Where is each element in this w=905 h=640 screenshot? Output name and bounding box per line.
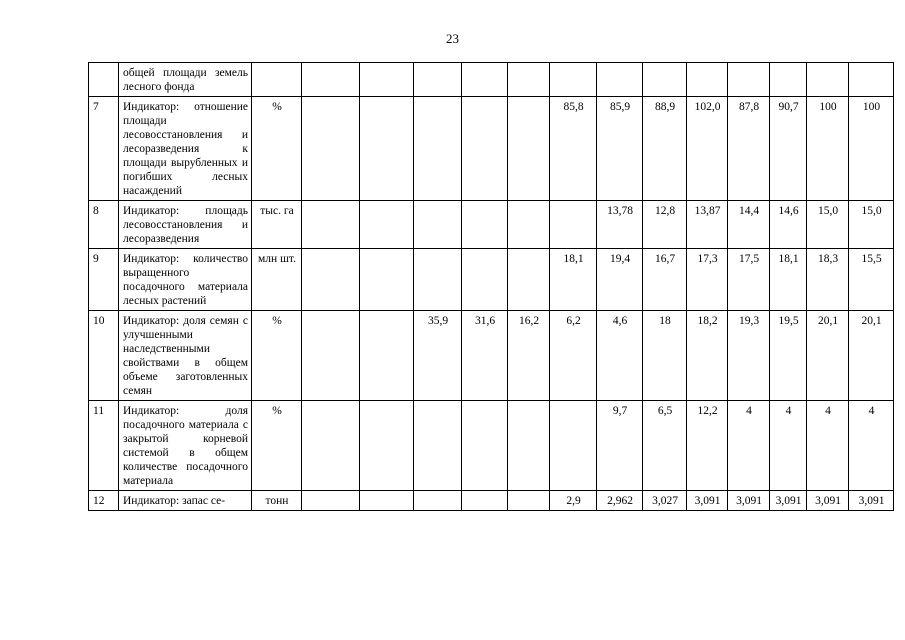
value-cell: 87,8 [728,97,770,201]
value-cell [508,201,550,249]
unit-cell: тонн [252,491,302,511]
indicator-name-cell: Индикатор: доля семян с улучшенными наследственными свойствами в общем объеме заготовленных семян [119,311,252,401]
unit-cell: % [252,401,302,491]
indicator-name-cell: Индикатор: доля посадочного материала с закрытой корневой системой в общем количестве посадочного материала [119,401,252,491]
value-cell: 6,2 [550,311,597,401]
value-cell: 31,6 [462,311,508,401]
value-cell: 15,0 [849,201,894,249]
value-cell: 15,5 [849,249,894,311]
table-row [89,311,894,401]
value-cell [302,63,360,97]
value-cell [360,491,414,511]
value-cell: 4 [728,401,770,491]
value-cell: 85,9 [597,97,643,201]
unit-cell: % [252,97,302,201]
value-cell: 3,091 [770,491,807,511]
row-number-cell: 10 [89,311,119,401]
value-cell [508,63,550,97]
value-cell [414,491,462,511]
value-cell: 85,8 [550,97,597,201]
value-cell: 13,87 [687,201,728,249]
table-row [89,201,894,249]
row-number-cell: 8 [89,201,119,249]
value-cell: 19,3 [728,311,770,401]
value-cell: 18,1 [770,249,807,311]
value-cell [360,97,414,201]
value-cell [508,401,550,491]
value-cell [508,97,550,201]
row-number-cell: 7 [89,97,119,201]
value-cell [302,249,360,311]
value-cell: 35,9 [414,311,462,401]
indicator-name-cell: Индикатор: количество выращенного посадочного материала лесных растений [119,249,252,311]
unit-cell [252,63,302,97]
value-cell [462,249,508,311]
value-cell [414,63,462,97]
unit-cell: млн шт. [252,249,302,311]
value-cell: 15,0 [807,201,849,249]
value-cell [462,97,508,201]
unit-cell: % [252,311,302,401]
value-cell [550,201,597,249]
value-cell: 3,091 [849,491,894,511]
value-cell: 4 [849,401,894,491]
value-cell [360,401,414,491]
value-cell: 3,091 [807,491,849,511]
row-number-cell: 12 [89,491,119,511]
value-cell: 17,5 [728,249,770,311]
value-cell [302,491,360,511]
value-cell [550,401,597,491]
value-cell [643,63,687,97]
value-cell [462,63,508,97]
value-cell: 20,1 [849,311,894,401]
value-cell: 3,091 [687,491,728,511]
value-cell: 88,9 [643,97,687,201]
value-cell [414,401,462,491]
value-cell: 18,2 [687,311,728,401]
value-cell [550,63,597,97]
value-cell: 12,2 [687,401,728,491]
row-number-cell: 11 [89,401,119,491]
value-cell: 3,027 [643,491,687,511]
value-cell [360,201,414,249]
indicator-name-cell: Индикатор: запас се- [119,491,252,511]
value-cell: 18 [643,311,687,401]
indicator-name-cell: Индикатор: площадь лесовосстановления и лесоразведения [119,201,252,249]
value-cell [462,401,508,491]
value-cell [360,249,414,311]
value-cell [849,63,894,97]
value-cell [414,97,462,201]
value-cell: 14,4 [728,201,770,249]
indicator-name-cell: Индикатор: отношение площади лесовосстановления и лесоразведения к площади вырубленных и погибших лесных насаждений [119,97,252,201]
value-cell [360,311,414,401]
table-row [89,401,894,491]
unit-cell: тыс. га [252,201,302,249]
value-cell: 100 [849,97,894,201]
value-cell: 18,3 [807,249,849,311]
value-cell: 9,7 [597,401,643,491]
table-row [89,97,894,201]
value-cell: 17,3 [687,249,728,311]
value-cell: 100 [807,97,849,201]
value-cell: 19,5 [770,311,807,401]
value-cell: 2,962 [597,491,643,511]
value-cell [462,201,508,249]
value-cell [414,249,462,311]
table-row [89,63,894,97]
value-cell: 14,6 [770,201,807,249]
row-number-cell: 9 [89,249,119,311]
value-cell [508,491,550,511]
value-cell [597,63,643,97]
value-cell: 16,2 [508,311,550,401]
value-cell: 16,7 [643,249,687,311]
indicators-table [88,62,894,511]
value-cell: 19,4 [597,249,643,311]
value-cell: 90,7 [770,97,807,201]
table-row [89,249,894,311]
value-cell: 2,9 [550,491,597,511]
value-cell [508,249,550,311]
value-cell [302,97,360,201]
value-cell [360,63,414,97]
table-row [89,491,894,511]
value-cell [807,63,849,97]
value-cell: 18,1 [550,249,597,311]
value-cell: 4 [807,401,849,491]
value-cell [302,311,360,401]
value-cell: 12,8 [643,201,687,249]
value-cell: 3,091 [728,491,770,511]
value-cell [302,201,360,249]
value-cell [770,63,807,97]
page-number: 23 [446,31,459,46]
value-cell: 4,6 [597,311,643,401]
value-cell [302,401,360,491]
value-cell: 6,5 [643,401,687,491]
value-cell [687,63,728,97]
value-cell [414,201,462,249]
value-cell: 4 [770,401,807,491]
row-number-cell [89,63,119,97]
value-cell: 102,0 [687,97,728,201]
value-cell: 13,78 [597,201,643,249]
value-cell [728,63,770,97]
indicator-name-cell: общей площади земель лесного фонда [119,63,252,97]
value-cell: 20,1 [807,311,849,401]
value-cell [462,491,508,511]
